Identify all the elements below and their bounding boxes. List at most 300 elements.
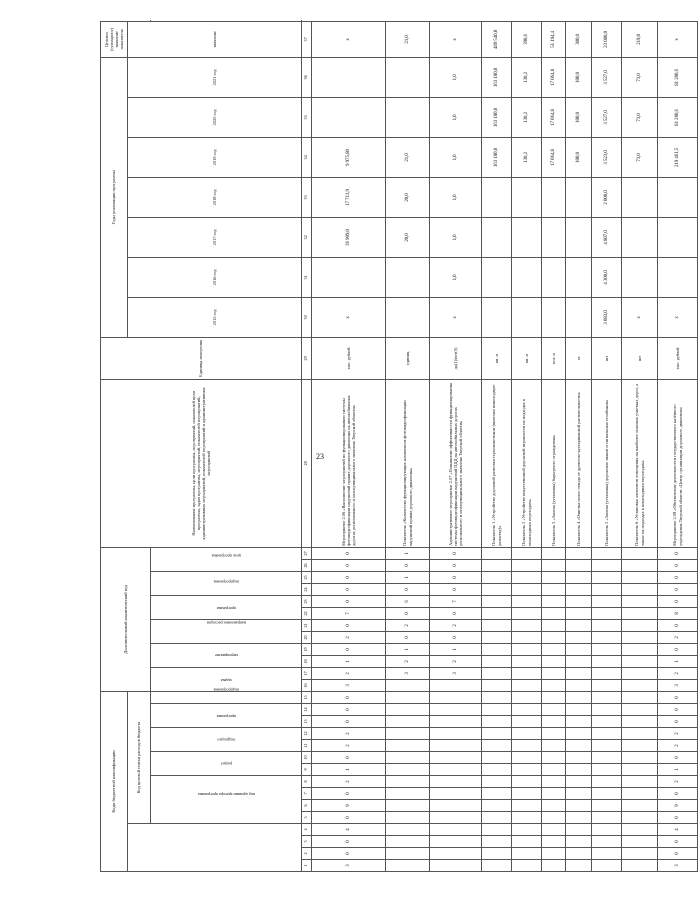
code-cell: 0 xyxy=(312,571,386,583)
code-cell xyxy=(482,619,512,631)
code-cell xyxy=(566,679,592,691)
code-cell xyxy=(592,559,622,571)
column-number-cell: 1 xyxy=(302,860,312,872)
code-cell xyxy=(482,848,512,860)
year-value-cell: 20,0 xyxy=(386,177,430,217)
year-value-cell: 1,0 xyxy=(430,217,482,257)
column-number-cell: 8 xyxy=(302,776,312,788)
column-number-cell: 31 xyxy=(302,257,312,297)
code-cell xyxy=(386,812,430,824)
code-cell xyxy=(592,595,622,607)
code-cell xyxy=(482,836,512,848)
code-cell xyxy=(542,788,566,800)
year-value-cell: 1,0 xyxy=(430,257,482,297)
code-cell xyxy=(512,788,542,800)
year-value-cell xyxy=(542,297,566,337)
table-row xyxy=(312,21,386,871)
code-cell xyxy=(592,571,622,583)
code-cell xyxy=(512,679,542,691)
code-cell xyxy=(430,788,482,800)
table-row xyxy=(512,21,542,871)
code-cell: 7 xyxy=(312,607,386,619)
code-cell xyxy=(542,704,566,716)
code-cell xyxy=(592,691,622,703)
column-number-cell: 33 xyxy=(302,177,312,217)
year-value-cell xyxy=(512,217,542,257)
code-cell xyxy=(622,752,658,764)
vert-header-label: цель программы xyxy=(211,553,242,559)
vert-header-cell xyxy=(151,643,302,667)
code-cell xyxy=(566,547,592,559)
year-value-cell: 3 083,0 xyxy=(592,297,622,337)
code-cell: 3 xyxy=(386,667,430,679)
code-cell: 0 xyxy=(658,547,698,559)
code-cell xyxy=(622,764,658,776)
code-cell xyxy=(542,848,566,860)
code-cell xyxy=(592,836,622,848)
code-cell xyxy=(622,728,658,740)
code-cell xyxy=(542,559,566,571)
column-number-cell: 5 xyxy=(302,812,312,824)
code-cell xyxy=(622,619,658,631)
code-cell: 2 xyxy=(312,667,386,679)
code-cell xyxy=(542,571,566,583)
code-cell xyxy=(592,667,622,679)
code-cell xyxy=(592,812,622,824)
code-cell xyxy=(512,824,542,836)
unit-cell: пог. м xyxy=(542,337,566,379)
code-cell xyxy=(430,752,482,764)
code-cell xyxy=(430,691,482,703)
code-cell xyxy=(566,583,592,595)
year-value-cell: 73,0 xyxy=(622,97,658,137)
code-cell: 0 xyxy=(658,643,698,655)
code-cell xyxy=(512,812,542,824)
column-number-cell: 37 xyxy=(302,21,312,57)
code-cell xyxy=(622,704,658,716)
year-value-cell: 17 713,9 xyxy=(312,177,386,217)
code-cell xyxy=(622,547,658,559)
code-cell xyxy=(430,824,482,836)
code-cell xyxy=(566,691,592,703)
code-cell xyxy=(592,619,622,631)
vert-header-label: программа xyxy=(216,605,237,611)
vert-header-label: направление расходов xyxy=(206,620,247,626)
code-cell xyxy=(566,812,592,824)
code-cell: 1 xyxy=(430,643,482,655)
code-cell xyxy=(542,631,566,643)
code-cell xyxy=(622,571,658,583)
code-cell xyxy=(622,559,658,571)
code-cell: 0 xyxy=(312,836,386,848)
indicator-name-cell: Административное мероприятие 2.07 «Повышение эффективности функционирования системы фотовидеофиксации нарушений ПДД на автомобильных дорогах регионального и межмуниципального значения Тверской области» xyxy=(430,379,482,547)
year-value-cell: 36 909,0 xyxy=(312,217,386,257)
year-value-cell: 17 064,8 xyxy=(542,137,566,177)
year-value-cell: 4 807,0 xyxy=(592,217,622,257)
indicator-name-cell: Мероприятие 2.08 «Обеспечение деятельности государственного казённого учреждения Тверской области «Центр организации дорожного движения» xyxy=(658,379,698,547)
code-cell xyxy=(592,776,622,788)
indicator-name-cell: Показатель 2 «Устройство искусственной дорожной неровности на подходах к пешеходным переходам» xyxy=(512,379,542,547)
indicator-name-cell: Показатель 1 «Устройство дорожной разметки термопластиком (включая пешеходную разметку)» xyxy=(482,379,512,547)
code-cell: 0 xyxy=(658,571,698,583)
code-cell xyxy=(482,812,512,824)
code-cell xyxy=(512,860,542,872)
year-value-cell xyxy=(312,257,386,297)
code-cell: 0 xyxy=(658,812,698,824)
code-cell xyxy=(386,679,430,691)
unit-cell: тыс. рублей xyxy=(312,337,386,379)
code-cell xyxy=(622,776,658,788)
code-cell xyxy=(482,716,512,728)
code-cell xyxy=(542,740,566,752)
code-cell xyxy=(566,728,592,740)
indicator-name-cell: Мероприятие 2.06 «Выполнение мероприятий по функционированию системы фотовидеофиксации нарушений правил дорожного движения на автомобильных дорогах регионального и межмуниципального значения Тверской области» xyxy=(312,379,386,547)
code-cell: 0 xyxy=(658,788,698,800)
year-value-cell xyxy=(658,217,698,257)
column-number-cell: 30 xyxy=(302,297,312,337)
year-value-cell xyxy=(658,257,698,297)
code-cell: 2 xyxy=(312,740,386,752)
code-cell: 0 xyxy=(658,716,698,728)
code-cell xyxy=(566,643,592,655)
code-cell: 7 xyxy=(430,595,482,607)
code-cell xyxy=(592,679,622,691)
column-number-cell: 24 xyxy=(302,583,312,595)
code-cell xyxy=(386,800,430,812)
year-value-cell xyxy=(386,97,430,137)
code-cell xyxy=(622,836,658,848)
target-value-cell: 489 540,0 xyxy=(482,21,512,57)
code-cell xyxy=(512,704,542,716)
code-cell: 1 xyxy=(386,643,430,655)
year-value-cell: х xyxy=(622,297,658,337)
code-cell xyxy=(482,679,512,691)
year-value-cell: 3 527,0 xyxy=(592,97,622,137)
code-cell xyxy=(482,691,512,703)
year-value-cell xyxy=(622,177,658,217)
year-value-cell: 3 527,0 xyxy=(592,57,622,97)
code-cell: 3 xyxy=(658,679,698,691)
year-value-cell xyxy=(482,297,512,337)
vert-header-cell xyxy=(151,571,302,595)
vert-header-label: код администратора программы xyxy=(197,791,255,797)
unit-cell: шт xyxy=(592,337,622,379)
code-cell: 2 xyxy=(430,619,482,631)
code-cell xyxy=(566,655,592,667)
code-cell xyxy=(622,679,658,691)
code-cell: 0 xyxy=(312,547,386,559)
code-cell xyxy=(430,728,482,740)
code-cell xyxy=(482,728,512,740)
year-value-cell: 100,0 xyxy=(566,57,592,97)
code-cell xyxy=(592,800,622,812)
code-cell: 3 xyxy=(430,667,482,679)
code-cell xyxy=(542,691,566,703)
target-value-header: значение xyxy=(128,21,302,57)
code-cell xyxy=(482,655,512,667)
year-value-cell: 81 280,6 xyxy=(658,57,698,97)
code-cell xyxy=(542,824,566,836)
code-cell: 0 xyxy=(658,704,698,716)
code-cell xyxy=(482,800,512,812)
code-cell xyxy=(482,824,512,836)
code-cell xyxy=(512,740,542,752)
code-cell: 0 xyxy=(658,752,698,764)
code-cell xyxy=(430,836,482,848)
year-value-cell: 9 975,80 xyxy=(312,137,386,177)
code-cell xyxy=(592,740,622,752)
code-cell xyxy=(542,716,566,728)
vert-header-cell xyxy=(151,752,302,776)
code-cell xyxy=(592,631,622,643)
year-value-cell xyxy=(512,297,542,337)
year-value-cell xyxy=(386,257,430,297)
code-cell xyxy=(542,800,566,812)
code-cell xyxy=(566,571,592,583)
vert-header-label: подпрограмма xyxy=(213,687,240,693)
expense-items-header: Код целевой статьи расходов бюджета xyxy=(128,691,151,823)
code-cell xyxy=(566,559,592,571)
column-number-cell: 22 xyxy=(302,607,312,619)
code-cell xyxy=(592,788,622,800)
code-cell xyxy=(430,776,482,788)
code-cell: 2 xyxy=(658,728,698,740)
code-cell xyxy=(386,752,430,764)
code-cell xyxy=(542,655,566,667)
year-value-cell xyxy=(566,217,592,257)
code-cell: 0 xyxy=(658,619,698,631)
year-value-cell xyxy=(482,257,512,297)
year-value-cell xyxy=(566,297,592,337)
indicator-name-cell: Показатель 3 «Замена (установка) барьерного ограждения» xyxy=(542,379,566,547)
code-cell xyxy=(430,764,482,776)
vert-header-label: задача xyxy=(220,677,233,683)
name-header: Наименование программы, цели программы, мероприятий, показателей цели программы, задач программы, мероприятий, показателей мероприятий, административных мероприятий, показателей мероприятий и административных мероприятий xyxy=(101,379,302,547)
code-cell: 0 xyxy=(386,631,430,643)
code-cell xyxy=(430,812,482,824)
code-cell xyxy=(482,643,512,655)
column-number-cell: 14 xyxy=(302,704,312,716)
year-value-cell: 1,0 xyxy=(430,97,482,137)
code-cell xyxy=(482,547,512,559)
code-cell: 0 xyxy=(312,704,386,716)
year-2018-header: 2018 год xyxy=(128,177,302,217)
year-value-cell: 219 461,5 xyxy=(658,137,698,177)
table-row xyxy=(658,21,698,871)
code-cell xyxy=(430,679,482,691)
indicator-name-cell: Показатель 4 «Очистка полос отвода от древесно-кустарниковой растительности» xyxy=(566,379,592,547)
code-cell xyxy=(482,752,512,764)
codes-left-cell xyxy=(128,824,302,872)
column-number-cell: 18 xyxy=(302,655,312,667)
code-cell xyxy=(386,740,430,752)
code-cell xyxy=(482,788,512,800)
code-cell xyxy=(512,728,542,740)
code-cell: 2 xyxy=(658,776,698,788)
year-value-cell: 130,2 xyxy=(512,57,542,97)
indicator-name-cell: Показатель 5 «Замена (установка) дорожных знаков и сигнальных столбиков» xyxy=(592,379,622,547)
table-row xyxy=(430,21,482,871)
code-cell xyxy=(592,848,622,860)
code-cell xyxy=(592,716,622,728)
code-cell: 0 xyxy=(312,619,386,631)
code-cell: 2 xyxy=(312,728,386,740)
year-value-cell: 17 064,8 xyxy=(542,97,566,137)
code-cell xyxy=(622,691,658,703)
landscape-table-container xyxy=(100,27,683,872)
table-row xyxy=(592,21,622,871)
vert-header-cell xyxy=(151,704,302,728)
code-cell xyxy=(542,607,566,619)
code-cell xyxy=(566,800,592,812)
code-cell xyxy=(482,704,512,716)
code-cell xyxy=(622,824,658,836)
year-value-cell xyxy=(312,57,386,97)
code-cell xyxy=(386,788,430,800)
code-cell xyxy=(386,776,430,788)
year-value-cell xyxy=(542,217,566,257)
code-cell: 0 xyxy=(430,571,482,583)
column-number-cell: 35 xyxy=(302,97,312,137)
code-cell: 1 xyxy=(386,547,430,559)
code-cell: 0 xyxy=(430,631,482,643)
additional-code-header: Дополнительный аналитический код xyxy=(101,547,151,691)
code-cell: 0 xyxy=(312,848,386,860)
code-cell xyxy=(482,559,512,571)
table-row xyxy=(542,21,566,871)
column-number-cell: 13 xyxy=(302,716,312,728)
code-cell xyxy=(622,800,658,812)
unit-cell: кв. м xyxy=(512,337,542,379)
code-cell xyxy=(482,583,512,595)
code-cell xyxy=(542,619,566,631)
code-cell xyxy=(512,583,542,595)
code-cell xyxy=(566,631,592,643)
code-cell: 2 xyxy=(658,631,698,643)
year-value-cell xyxy=(622,217,658,257)
code-cell xyxy=(622,716,658,728)
unit-cell: единиц xyxy=(386,337,430,379)
code-cell: 0 xyxy=(430,607,482,619)
target-value-cell: х xyxy=(430,21,482,57)
code-cell xyxy=(512,547,542,559)
year-2021-header: 2021 год xyxy=(128,57,302,97)
column-number-cell: 11 xyxy=(302,740,312,752)
column-number-cell: 29 xyxy=(302,337,312,379)
code-cell xyxy=(386,716,430,728)
code-cell xyxy=(482,595,512,607)
year-value-cell: 73,0 xyxy=(622,57,658,97)
code-cell xyxy=(482,631,512,643)
year-value-cell xyxy=(512,257,542,297)
code-cell xyxy=(386,764,430,776)
code-cell xyxy=(512,716,542,728)
code-cell xyxy=(542,547,566,559)
vert-header-label: мероприятие xyxy=(214,652,239,658)
code-cell: 2 xyxy=(658,667,698,679)
target-value-cell: х xyxy=(658,21,698,57)
year-value-cell: 2 000,0 xyxy=(592,177,622,217)
code-cell: 0 xyxy=(386,607,430,619)
code-cell: 1 xyxy=(658,764,698,776)
code-cell xyxy=(386,848,430,860)
code-cell xyxy=(482,764,512,776)
vert-header-label: подраздел xyxy=(217,737,236,743)
code-cell xyxy=(542,764,566,776)
code-cell xyxy=(592,655,622,667)
code-cell xyxy=(592,752,622,764)
code-cell: 0 xyxy=(312,559,386,571)
year-value-cell: 163 180,0 xyxy=(482,97,512,137)
code-cell xyxy=(566,752,592,764)
code-cell: 0 xyxy=(386,583,430,595)
year-2016-header: 2016 год xyxy=(128,257,302,297)
code-cell xyxy=(482,740,512,752)
code-cell xyxy=(566,776,592,788)
code-cell xyxy=(566,764,592,776)
code-cell xyxy=(592,643,622,655)
code-cell xyxy=(622,788,658,800)
unit-cell: тыс. рублей xyxy=(658,337,698,379)
year-value-cell: 100,0 xyxy=(566,137,592,177)
code-cell xyxy=(512,776,542,788)
code-cell xyxy=(622,631,658,643)
vert-header-cell xyxy=(151,687,302,703)
year-2020-header: 2020 год xyxy=(128,97,302,137)
year-value-cell xyxy=(566,177,592,217)
code-cell xyxy=(566,595,592,607)
unit-cell: да(1)/нет(0) xyxy=(430,337,482,379)
code-cell: 1 xyxy=(658,655,698,667)
code-cell: 9 xyxy=(312,800,386,812)
code-cell xyxy=(512,643,542,655)
code-cell: 0 xyxy=(312,716,386,728)
code-cell xyxy=(542,836,566,848)
code-cell xyxy=(386,691,430,703)
code-cell xyxy=(622,860,658,872)
column-number-cell: 34 xyxy=(302,137,312,177)
column-number-cell: 32 xyxy=(302,217,312,257)
table-row xyxy=(622,21,658,871)
code-cell: 2 xyxy=(312,776,386,788)
code-cell xyxy=(566,836,592,848)
code-cell xyxy=(512,752,542,764)
code-cell xyxy=(566,607,592,619)
code-cell xyxy=(482,607,512,619)
code-cell xyxy=(512,691,542,703)
target-value-cell: 219,0 xyxy=(622,21,658,57)
unit-cell: шт xyxy=(622,337,658,379)
target-header: Целевое (суммарное) значение показателя xyxy=(101,21,128,57)
column-number-cell: 3 xyxy=(302,836,312,848)
code-cell xyxy=(592,583,622,595)
column-number-cell: 9 xyxy=(302,764,312,776)
column-number-cell: 7 xyxy=(302,788,312,800)
year-value-cell xyxy=(312,97,386,137)
vert-header-cell xyxy=(151,547,302,571)
code-cell xyxy=(512,836,542,848)
unit-header: Единица измерения xyxy=(101,337,302,379)
year-value-cell: 100,0 xyxy=(566,97,592,137)
code-cell xyxy=(386,824,430,836)
year-value-cell: 21,0 xyxy=(386,137,430,177)
table-row xyxy=(386,21,430,871)
column-number-cell: 10 xyxy=(302,752,312,764)
code-cell: 2 xyxy=(386,619,430,631)
target-value-cell: 51 194,4 xyxy=(542,21,566,57)
target-value-cell: 21,0 xyxy=(386,21,430,57)
table-row xyxy=(482,21,512,871)
